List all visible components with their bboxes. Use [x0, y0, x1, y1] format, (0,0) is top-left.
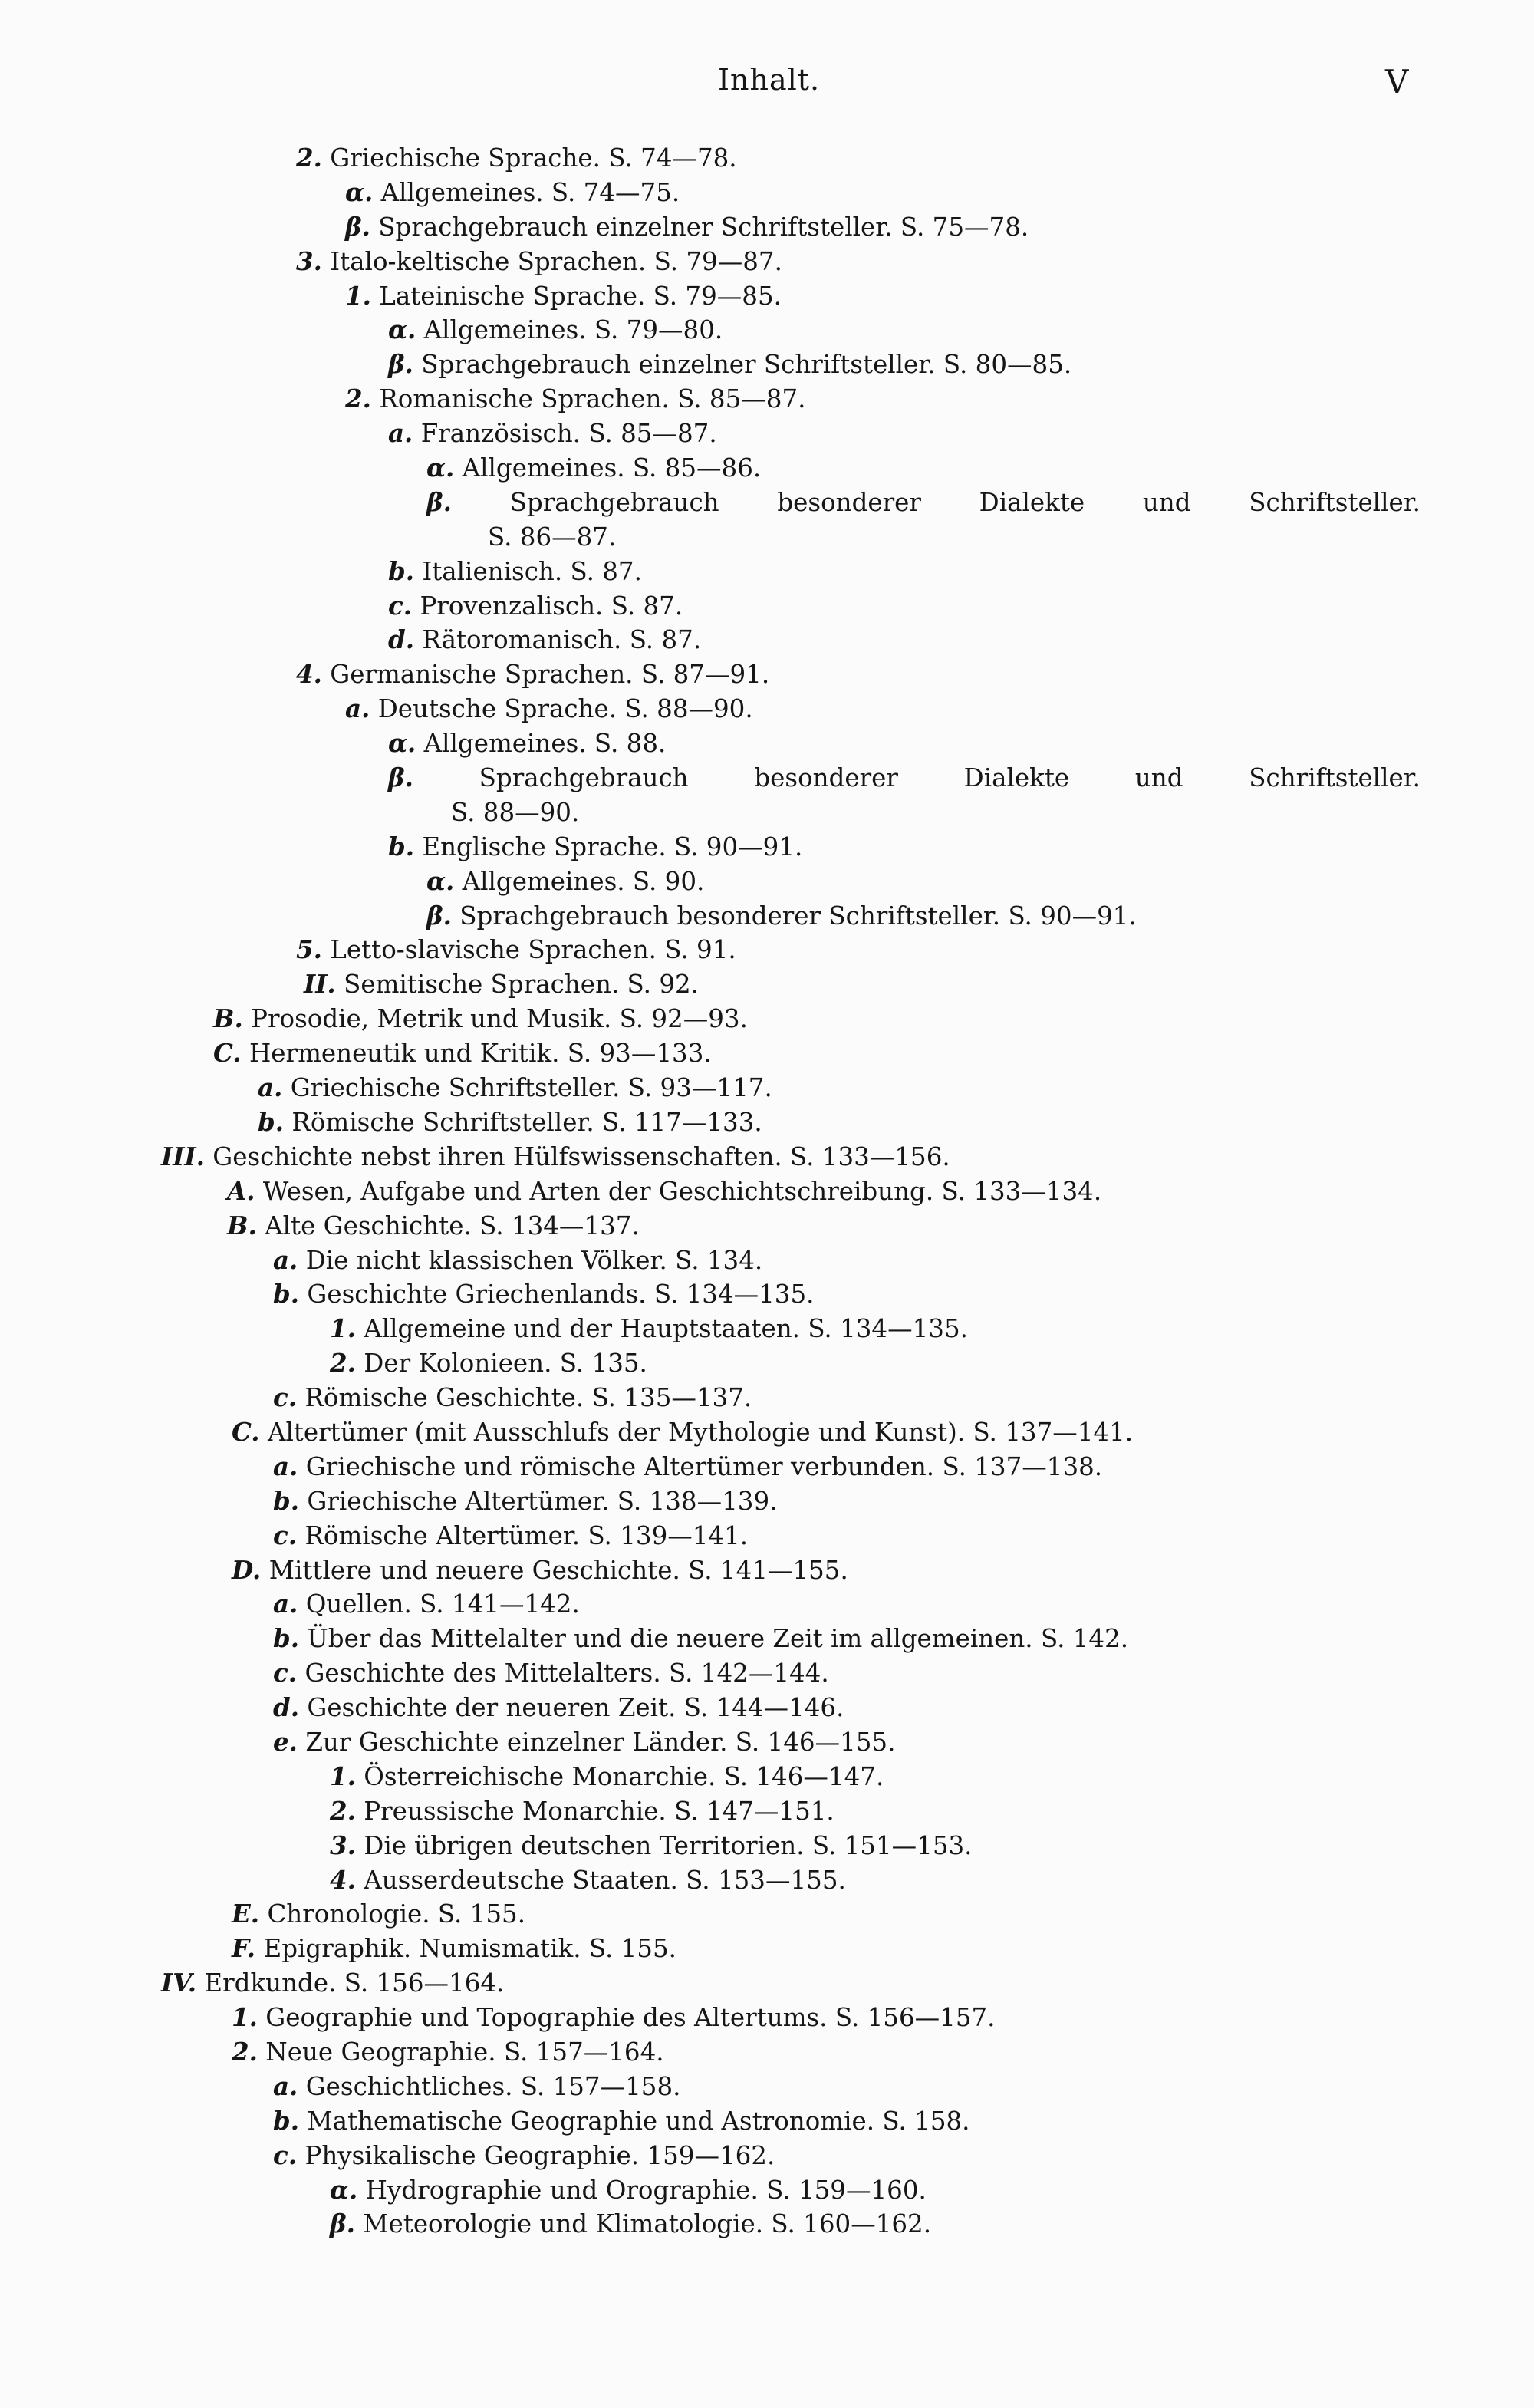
toc-entry	[0, 657, 1534, 692]
toc-marker: a.	[388, 418, 413, 449]
toc-entry	[0, 1036, 1534, 1071]
toc-text: Englische Sprache. S. 90—91.	[422, 832, 803, 861]
toc-entry	[0, 313, 1534, 348]
toc-text: Geschichte des Mittelalters. S. 142—144.	[304, 1659, 829, 1688]
toc-entry	[0, 2070, 1534, 2104]
toc-text: Über das Mittelalter und die neuere Zeit im allgemeinen. S. 142.	[307, 1624, 1129, 1654]
toc-marker: 1.	[330, 1313, 356, 1344]
toc-text: Hydrographie und Orographie. S. 159—160.	[365, 2175, 927, 2205]
toc-text: Italo-keltische Sprachen. S. 79—87.	[330, 246, 782, 276]
toc-marker: β.	[330, 2209, 355, 2239]
toc-text: Zur Geschichte einzelner Länder. S. 146—155.	[305, 1727, 896, 1757]
toc-text: Rätoromanisch. S. 87.	[422, 625, 702, 655]
toc-text: Epigraphik. Numismatik. S. 155.	[263, 1934, 676, 1964]
toc-marker: b.	[388, 555, 415, 586]
toc-marker: b.	[273, 1485, 300, 1516]
toc-marker: 3.	[296, 245, 322, 276]
toc-entry	[0, 967, 1534, 1002]
toc-marker: b.	[388, 831, 415, 861]
toc-text: Französisch. S. 85—87.	[420, 419, 717, 449]
toc-text: Österreichische Monarchie. S. 146—147.	[364, 1761, 884, 1791]
toc-entry	[0, 726, 1534, 761]
toc-text: Italienisch. S. 87.	[422, 556, 642, 586]
toc-marker: β.	[426, 900, 452, 931]
toc-text: Geschichtliches. S. 157—158.	[305, 2071, 681, 2101]
toc-entry	[0, 1484, 1534, 1519]
toc-marker: II.	[304, 969, 336, 1000]
toc-marker: c.	[273, 1520, 298, 1550]
toc-text: Griechische Sprache. S. 74—78.	[330, 143, 737, 173]
toc-marker: 1.	[330, 1761, 356, 1791]
toc-text: Allgemeines. S. 74—75.	[380, 177, 680, 207]
toc-marker: α.	[330, 2174, 358, 2205]
toc-text: Griechische Altertümer. S. 138—139.	[307, 1486, 778, 1516]
toc-marker: 2.	[296, 143, 322, 173]
toc-text: Die übrigen deutschen Territorien. S. 151—153.	[364, 1830, 973, 1860]
toc-entry	[0, 1312, 1534, 1346]
toc-marker: α.	[388, 315, 416, 345]
toc-entry	[0, 1071, 1534, 1105]
toc-marker: a.	[273, 1244, 298, 1275]
toc-text: Allgemeines. S. 88.	[423, 729, 667, 759]
toc-text: Sprachgebrauch besonderer Dialekte und Schriftsteller.	[509, 487, 1420, 517]
toc-text: Allgemeines. S. 79—80.	[423, 315, 723, 345]
toc-marker: b.	[258, 1106, 285, 1137]
toc-entry	[0, 348, 1534, 382]
toc-text: Prosodie, Metrik und Musik. S. 92—93.	[251, 1004, 748, 1034]
toc-text: Griechische und römische Altertümer verbunden. S. 137—138.	[305, 1451, 1103, 1481]
toc-entry	[0, 2173, 1534, 2208]
toc-entry	[0, 2104, 1534, 2139]
toc-text: Deutsche Sprache. S. 88—90.	[377, 694, 753, 724]
toc-text: Meteorologie und Klimatologie. S. 160—162.	[363, 2209, 932, 2239]
toc-entry	[0, 486, 1420, 520]
toc-text: S. 86—87.	[488, 522, 617, 552]
toc-entry	[0, 1519, 1534, 1553]
toc-marker: β.	[388, 349, 413, 380]
toc-text: Wesen, Aufgabe und Arten der Geschichtschreibung. S. 133—134.	[262, 1176, 1102, 1206]
toc-marker: α.	[426, 865, 455, 896]
toc-entry	[0, 2207, 1534, 2242]
toc-entry	[0, 1622, 1534, 1656]
toc-text: Neue Geographie. S. 157—164.	[265, 2037, 664, 2067]
toc-marker: a.	[258, 1072, 283, 1103]
toc-marker: a.	[273, 1451, 298, 1481]
toc-text: Geschichte Griechenlands. S. 134—135.	[307, 1280, 815, 1309]
toc-marker: 4.	[296, 659, 322, 690]
toc-text: Mathematische Geographie und Astronomie. S. 158.	[307, 2106, 970, 2136]
toc-text: Der Kolonieen. S. 135.	[364, 1349, 647, 1379]
toc-entry	[0, 1415, 1534, 1450]
toc-entry	[0, 1691, 1534, 1725]
toc-text: Hermeneutik und Kritik. S. 93—133.	[249, 1039, 712, 1069]
table-of-contents	[0, 141, 1534, 2242]
toc-text: Alte Geschichte. S. 134—137.	[265, 1211, 640, 1240]
toc-text: Sprachgebrauch einzelner Schriftsteller. S. 75—78.	[378, 212, 1029, 242]
toc-entry	[0, 1002, 1534, 1036]
toc-entry	[0, 1244, 1534, 1278]
toc-entry	[0, 1381, 1534, 1415]
toc-marker: E.	[232, 1899, 260, 1929]
toc-marker: C.	[232, 1416, 260, 1447]
toc-entry	[0, 176, 1534, 210]
toc-text: Chronologie. S. 155.	[267, 1899, 526, 1929]
toc-marker: c.	[273, 1658, 298, 1688]
toc-entry	[0, 1794, 1534, 1829]
toc-text: Römische Geschichte. S. 135—137.	[304, 1383, 752, 1413]
toc-marker: 2.	[330, 1795, 356, 1826]
toc-marker: β.	[345, 211, 370, 242]
toc-entry	[0, 865, 1534, 899]
toc-text: Allgemeines. S. 90.	[462, 866, 705, 896]
toc-entry	[0, 210, 1534, 245]
toc-marker: 4.	[330, 1864, 356, 1895]
toc-entry	[0, 623, 1534, 657]
toc-marker: A.	[227, 1175, 255, 1206]
toc-marker: β.	[426, 486, 452, 517]
toc-text: Mittlere und neuere Geschichte. S. 141—155.	[268, 1555, 848, 1585]
toc-marker: d.	[273, 1692, 300, 1723]
toc-entry	[0, 1209, 1534, 1244]
toc-marker: b.	[273, 2105, 300, 2136]
toc-entry	[0, 1760, 1534, 1794]
toc-entry	[0, 830, 1534, 865]
toc-marker: c.	[388, 590, 413, 621]
toc-marker: α.	[388, 728, 416, 759]
toc-text: Allgemeine und der Hauptstaaten. S. 134—135.	[364, 1314, 968, 1344]
toc-text: Geschichte der neueren Zeit. S. 144—146.	[307, 1693, 844, 1723]
toc-marker: B.	[213, 1003, 243, 1034]
toc-entry	[0, 245, 1534, 279]
toc-entry	[0, 1829, 1534, 1863]
page-title: Inhalt.	[718, 63, 821, 97]
toc-entry	[0, 1966, 1534, 2001]
toc-entry	[0, 1174, 1534, 1209]
toc-entry	[0, 520, 1534, 555]
toc-entry	[0, 1932, 1534, 1966]
toc-entry	[0, 555, 1534, 589]
toc-entry	[0, 1656, 1534, 1691]
toc-marker: 2.	[232, 2036, 258, 2067]
toc-entry	[0, 2035, 1534, 2070]
toc-entry	[0, 1897, 1534, 1932]
toc-entry	[0, 141, 1534, 176]
toc-entry	[0, 2001, 1534, 2035]
toc-entry	[0, 589, 1534, 624]
toc-marker: e.	[273, 1726, 298, 1757]
toc-entry	[0, 796, 1534, 830]
toc-entry	[0, 692, 1534, 726]
toc-entry	[0, 382, 1534, 417]
toc-text: Semitische Sprachen. S. 92.	[344, 970, 700, 1000]
page-header	[0, 63, 1534, 109]
toc-entry	[0, 279, 1534, 314]
toc-marker: 3.	[330, 1830, 356, 1860]
toc-text: Lateinische Sprache. S. 79—85.	[379, 281, 782, 311]
toc-text: Physikalische Geographie. 159—162.	[304, 2140, 775, 2170]
toc-marker: a.	[273, 2070, 298, 2101]
toc-text: Provenzalisch. S. 87.	[420, 591, 683, 621]
toc-text: Preussische Monarchie. S. 147—151.	[364, 1796, 834, 1826]
toc-entry	[0, 761, 1420, 796]
toc-marker: C.	[213, 1038, 242, 1069]
toc-text: Römische Schriftsteller. S. 117—133.	[291, 1107, 762, 1137]
toc-marker: B.	[227, 1210, 257, 1240]
toc-entry	[0, 1553, 1534, 1588]
toc-text: Allgemeines. S. 85—86.	[462, 453, 762, 483]
toc-text: Ausserdeutsche Staaten. S. 153—155.	[364, 1865, 846, 1895]
toc-text: Die nicht klassischen Völker. S. 134.	[305, 1245, 763, 1275]
toc-text: S. 88—90.	[451, 797, 580, 827]
toc-marker: c.	[273, 2140, 298, 2170]
toc-entry	[0, 1450, 1534, 1484]
toc-marker: a.	[345, 693, 370, 724]
toc-marker: α.	[345, 176, 374, 207]
toc-marker: α.	[426, 453, 455, 483]
toc-text: Quellen. S. 141—142.	[305, 1589, 580, 1619]
toc-marker: b.	[273, 1279, 300, 1309]
toc-entry	[0, 2139, 1534, 2173]
toc-entry	[0, 933, 1534, 967]
toc-text: Sprachgebrauch einzelner Schriftsteller. S. 80—85.	[421, 350, 1072, 380]
toc-marker: b.	[273, 1623, 300, 1654]
toc-text: Sprachgebrauch besonderer Schriftsteller. S. 90—91.	[459, 901, 1137, 931]
toc-entry	[0, 1725, 1534, 1760]
toc-text: Sprachgebrauch besonderer Dialekte und Schriftsteller.	[479, 763, 1420, 793]
toc-entry	[0, 1277, 1534, 1312]
toc-text: Altertümer (mit Ausschlufs der Mythologie und Kunst). S. 137—141.	[267, 1417, 1134, 1447]
toc-marker: III.	[161, 1141, 205, 1171]
toc-marker: 1.	[345, 280, 371, 311]
toc-marker: c.	[273, 1382, 298, 1413]
toc-entry	[0, 451, 1534, 486]
toc-marker: β.	[388, 763, 413, 793]
toc-marker: 2.	[330, 1348, 356, 1379]
toc-marker: 5.	[296, 934, 322, 965]
toc-text: Römische Altertümer. S. 139—141.	[304, 1520, 749, 1550]
toc-marker: D.	[232, 1554, 262, 1585]
toc-entry	[0, 1346, 1534, 1381]
toc-entry	[0, 1863, 1534, 1898]
toc-marker: 1.	[232, 2002, 258, 2033]
toc-marker: a.	[273, 1589, 298, 1619]
toc-text: Geographie und Topographie des Altertums. S. 156—157.	[265, 2003, 996, 2033]
toc-text: Letto-slavische Sprachen. S. 91.	[330, 935, 736, 965]
toc-entry	[0, 1140, 1534, 1174]
toc-entry	[0, 1105, 1534, 1140]
toc-marker: d.	[388, 624, 415, 655]
toc-text: Erdkunde. S. 156—164.	[204, 1968, 505, 1998]
page-number: V	[1385, 63, 1409, 100]
toc-marker: F.	[232, 1933, 256, 1964]
toc-marker: 2.	[345, 384, 371, 414]
toc-text: Griechische Schriftsteller. S. 93—117.	[290, 1073, 772, 1103]
toc-entry	[0, 1587, 1534, 1622]
toc-text: Geschichte nebst ihren Hülfswissenschaften. S. 133—156.	[212, 1141, 950, 1171]
toc-marker: IV.	[161, 1968, 197, 1998]
toc-entry	[0, 417, 1534, 451]
toc-text: Romanische Sprachen. S. 85—87.	[379, 384, 806, 414]
toc-entry	[0, 899, 1534, 934]
toc-text: Germanische Sprachen. S. 87—91.	[330, 660, 770, 690]
